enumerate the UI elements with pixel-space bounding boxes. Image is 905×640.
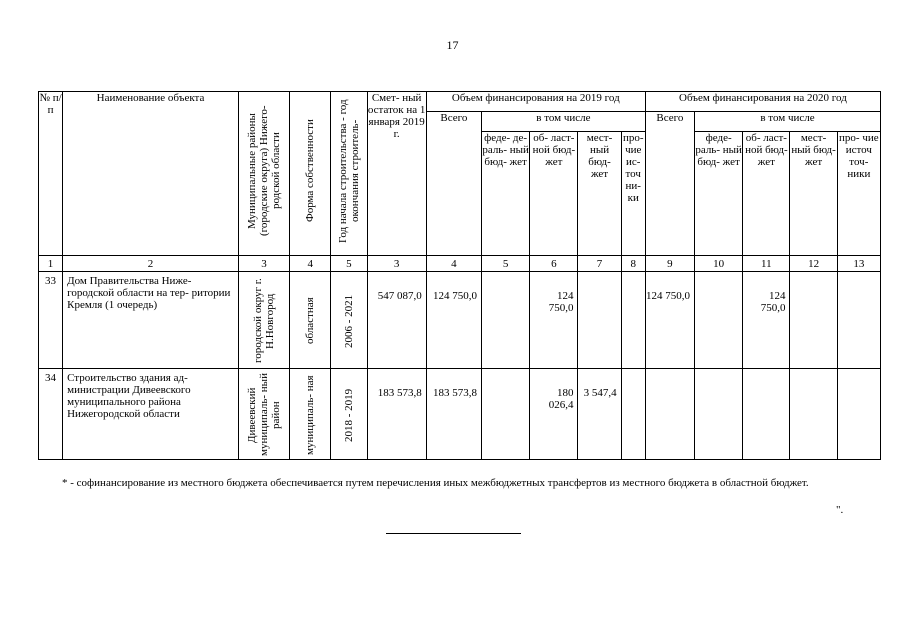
- financing-table: [38, 91, 881, 460]
- row-local-2019: [578, 272, 621, 369]
- column-number: 12: [790, 256, 837, 272]
- column-number: 13: [837, 256, 880, 272]
- row-federal-2020: [695, 369, 743, 460]
- row-other-2020: [837, 369, 880, 460]
- row-federal-2019: [482, 272, 530, 369]
- column-number: 10: [695, 256, 743, 272]
- header-ownership: Форма собственности: [290, 92, 331, 256]
- row-name: Строительство здания ад- министрации Дивеевского муниципального района Нижегородской области: [63, 369, 239, 460]
- header-district: Муниципальные районы (городские округа) Нижего- родской области: [238, 92, 289, 256]
- header-federal-2020: феде- раль- ный бюд- жет: [695, 132, 743, 256]
- column-number: 5: [482, 256, 530, 272]
- header-total-2020: Всего: [645, 112, 694, 256]
- row-total-2020: [645, 369, 694, 460]
- row-federal-2019: [482, 369, 530, 460]
- column-number: 3: [367, 256, 426, 272]
- row-regional-2020: 124 750,0: [743, 272, 790, 369]
- row-ownership: областная: [290, 272, 331, 369]
- column-number: 9: [645, 256, 694, 272]
- header-other-2020: про- чие источ точ- ники: [837, 132, 880, 256]
- column-number: 7: [578, 256, 621, 272]
- row-other-2020: [837, 272, 880, 369]
- row-federal-2020: [695, 272, 743, 369]
- header-local-2019: мест- ный бюд- жет: [578, 132, 621, 256]
- header-estimate: Смет- ный остаток на 1 января 2019 г.: [367, 92, 426, 256]
- footnote: * - софинансирование из местного бюджета обеспечивается путем перечисления иных межбюджетных трансфертов из местного бюджета в областной бюджет.: [62, 477, 809, 489]
- row-total-2019: 124 750,0: [426, 272, 481, 369]
- header-num: № п/ п: [39, 92, 63, 256]
- row-local-2020: [790, 369, 837, 460]
- page-number: 17: [446, 38, 459, 52]
- column-number: 5: [331, 256, 367, 272]
- header-fin2020: Объем финансирования на 2020 год: [645, 92, 880, 112]
- row-total-2020: 124 750,0: [645, 272, 694, 369]
- header-fin2019: Объем финансирования на 2019 год: [426, 92, 645, 112]
- row-regional-2019: 124 750,0: [530, 272, 578, 369]
- header-regional-2020: об- ласт- ной бюд- жет: [743, 132, 790, 256]
- row-estimate: 547 087,0: [367, 272, 426, 369]
- row-years: 2006 - 2021: [331, 272, 367, 369]
- header-including-2020: в том числе: [695, 112, 881, 132]
- header-years: Год начала строительства - год окончания строитель-: [331, 92, 367, 256]
- row-num: 34: [39, 369, 63, 460]
- column-number: 4: [290, 256, 331, 272]
- row-local-2020: [790, 272, 837, 369]
- row-regional-2019: 180 026,4: [530, 369, 578, 460]
- row-regional-2020: [743, 369, 790, 460]
- row-local-2019: 3 547,4: [578, 369, 621, 460]
- row-years: 2018 - 2019: [331, 369, 367, 460]
- column-number: 8: [621, 256, 645, 272]
- header-other-2019: про- чие ис- точ ни- ки: [621, 132, 645, 256]
- closing-quote: ".: [836, 504, 844, 516]
- row-name: Дом Правительства Ниже- городской области на тер- ритории Кремля (1 очередь): [63, 272, 239, 369]
- row-total-2019: 183 573,8: [426, 369, 481, 460]
- column-number: 6: [530, 256, 578, 272]
- separator-line: [386, 533, 521, 534]
- column-number: 3: [238, 256, 289, 272]
- table-row: [39, 272, 881, 369]
- row-other-2019: [621, 272, 645, 369]
- row-district: городской округ г. Н.Новгород: [238, 272, 289, 369]
- header-total-2019: Всего: [426, 112, 481, 256]
- header-name: Наименование объекта: [63, 92, 239, 256]
- row-district: Дивеевский муниципаль- ный район: [238, 369, 289, 460]
- table-row: [39, 369, 881, 460]
- column-number: 1: [39, 256, 63, 272]
- column-number: 4: [426, 256, 481, 272]
- row-other-2019: [621, 369, 645, 460]
- row-ownership: муниципаль- ная: [290, 369, 331, 460]
- header-regional-2019: об- ласт- ной бюд- жет: [530, 132, 578, 256]
- row-estimate: 183 573,8: [367, 369, 426, 460]
- header-local-2020: мест- ный бюд- жет: [790, 132, 837, 256]
- header-including-2019: в том числе: [482, 112, 646, 132]
- header-federal-2019: феде- де- раль- ный бюд- жет: [482, 132, 530, 256]
- column-number: 11: [743, 256, 790, 272]
- row-num: 33: [39, 272, 63, 369]
- column-number: 2: [63, 256, 239, 272]
